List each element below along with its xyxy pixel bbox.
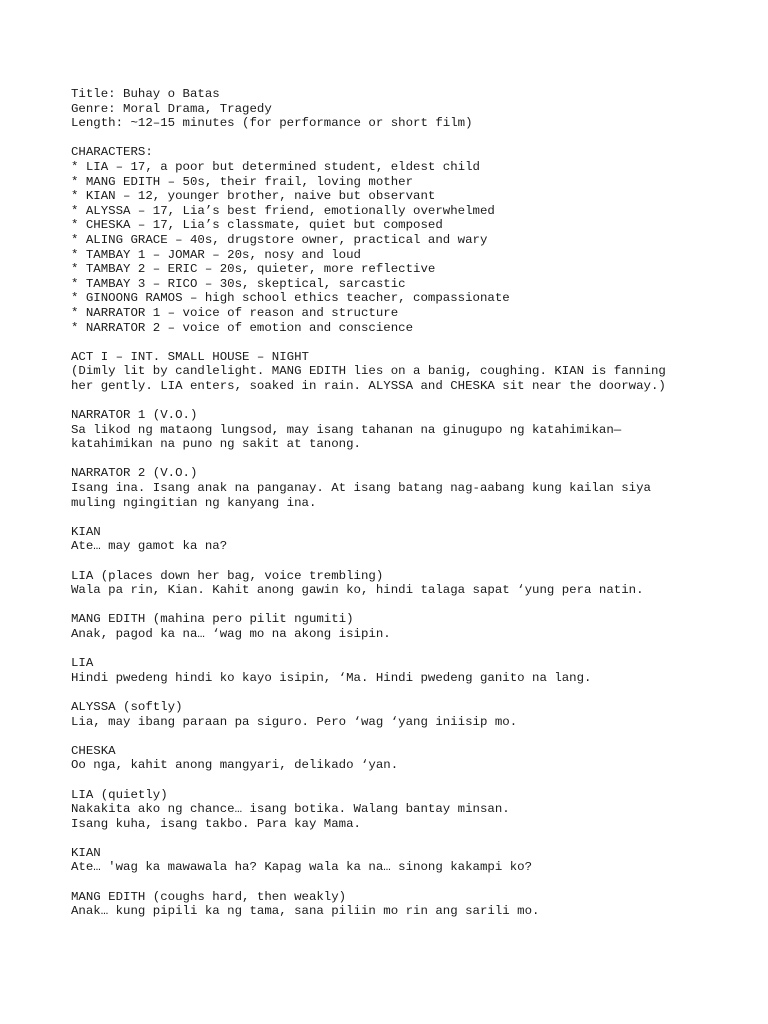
stage-direction: (Dimly lit by candlelight. MANG EDITH lies on a banig, coughing. KIAN is fanning (71, 364, 666, 379)
dialogue-block (71, 569, 731, 598)
character-item: * NARRATOR 1 – voice of reason and structure (71, 305, 399, 320)
speaker-cue: NARRATOR 1 (V.O.) (71, 408, 198, 423)
act-heading-block (71, 350, 731, 394)
speaker-cue: KIAN (71, 524, 101, 539)
speaker-cue: MANG EDITH (coughs hard, then weakly) (71, 889, 347, 904)
script-title: Title: Buhay o Batas (71, 87, 220, 101)
speaker-cue: LIA (places down her bag, voice trembling) (71, 568, 384, 583)
dialogue-line: Ate… may gamot ka na? (71, 539, 228, 554)
script-page (71, 87, 731, 933)
character-item: * KIAN – 12, younger brother, naive but observant (71, 189, 436, 204)
dialogue-block (71, 656, 731, 685)
dialogue-line: katahimikan na puno ng sakit at tanong. (71, 437, 361, 452)
dialogue-line: Sa likod ng mataong lungsod, may isang tahanan na ginugupo ng katahimikan— (71, 422, 622, 437)
script-genre: Genre: Moral Drama, Tragedy (71, 101, 272, 116)
speaker-cue: LIA (quietly) (71, 787, 168, 802)
act-heading: ACT I – INT. SMALL HOUSE – NIGHT (71, 349, 309, 364)
speaker-cue: NARRATOR 2 (V.O.) (71, 466, 198, 481)
dialogue-block (71, 408, 731, 452)
character-item: * NARRATOR 2 – voice of emotion and conscience (71, 320, 414, 335)
character-item: * TAMBAY 3 – RICO – 30s, skeptical, sarcastic (71, 276, 406, 291)
characters-heading: CHARACTERS: (71, 145, 153, 160)
dialogue-block (71, 846, 731, 875)
speaker-cue: KIAN (71, 845, 101, 860)
dialogue-line: Nakakita ako ng chance… isang botika. Walang bantay minsan. (71, 802, 510, 817)
dialogue-line: Ate… 'wag ka mawawala ha? Kapag wala ka na… sinong kakampi ko? (71, 860, 533, 875)
character-item: * ALYSSA – 17, Lia’s best friend, emotionally overwhelmed (71, 203, 495, 218)
speaker-cue: CHESKA (71, 743, 116, 758)
character-item: * ALING GRACE – 40s, drugstore owner, practical and wary (71, 232, 488, 247)
character-item: * TAMBAY 1 – JOMAR – 20s, nosy and loud (71, 247, 361, 262)
stage-direction: her gently. LIA enters, soaked in rain. ALYSSA and CHESKA sit near the doorway.) (71, 378, 666, 393)
character-item: * LIA – 17, a poor but determined student, eldest child (71, 159, 480, 174)
dialogue-block (71, 466, 731, 510)
character-list (71, 145, 731, 335)
character-item: * TAMBAY 2 – ERIC – 20s, quieter, more reflective (71, 262, 436, 277)
speaker-cue: LIA (71, 656, 94, 671)
dialogue-block (71, 890, 731, 919)
dialogue-block (71, 612, 731, 641)
dialogue-line: Lia, may ibang paraan pa siguro. Pero ‘wag ‘yang iniisip mo. (71, 714, 518, 729)
script-length: Length: ~12–15 minutes (for performance or short film) (71, 116, 473, 131)
dialogue-block (71, 525, 731, 554)
dialogue-line: muling ngingitian ng kanyang ina. (71, 495, 317, 510)
dialogue-block (71, 744, 731, 773)
dialogue-line: Isang kuha, isang takbo. Para kay Mama. (71, 816, 361, 831)
character-item: * MANG EDITH – 50s, their frail, loving mother (71, 174, 414, 189)
script-header (71, 87, 731, 131)
dialogue-block (71, 788, 731, 832)
character-item: * GINOONG RAMOS – high school ethics teacher, compassionate (71, 291, 510, 306)
speaker-cue: MANG EDITH (mahina pero pilit ngumiti) (71, 612, 354, 627)
dialogue-block (71, 700, 731, 729)
dialogue-line: Hindi pwedeng hindi ko kayo isipin, ‘Ma. Hindi pwedeng ganito na lang. (71, 670, 592, 685)
dialogue-line: Wala pa rin, Kian. Kahit anong gawin ko, hindi talaga sapat ‘yung pera natin. (71, 583, 644, 598)
dialogue-line: Anak… kung pipili ka ng tama, sana piliin mo rin ang sarili mo. (71, 904, 540, 919)
character-item: * CHESKA – 17, Lia’s classmate, quiet but composed (71, 218, 443, 233)
dialogue-line: Oo nga, kahit anong mangyari, delikado ‘yan. (71, 758, 399, 773)
dialogue-line: Anak, pagod ka na… ‘wag mo na akong isipin. (71, 626, 391, 641)
speaker-cue: ALYSSA (softly) (71, 699, 183, 714)
dialogue-line: Isang ina. Isang anak na panganay. At isang batang nag-aabang kung kailan siya (71, 481, 651, 496)
